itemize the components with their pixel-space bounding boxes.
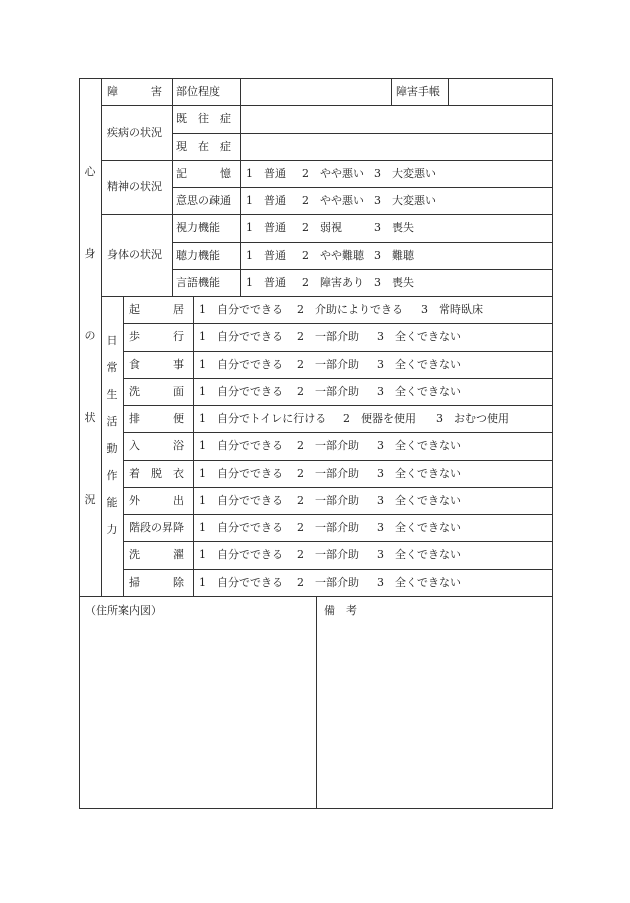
adl-row-3-option-1: 1 自分でできる	[199, 357, 283, 371]
mental-row-2-option-1: 1 普通	[246, 194, 286, 207]
side-heading-char: 況	[84, 493, 96, 506]
handbook-label: 障害手帳	[396, 85, 440, 98]
physical-row-3-label: 言語機能	[176, 275, 220, 289]
adl-row-6-label: 入 浴	[129, 439, 184, 453]
physical-group-label: 身体の状況	[107, 248, 162, 262]
adl-row-3-option-2: 2 一部介助	[297, 357, 359, 371]
adl-row-8-label: 外 出	[129, 493, 184, 507]
mental-row-2-option-3: 3 大変悪い	[374, 194, 436, 207]
adl-row-1-option-3: 3 常時臥床	[421, 303, 483, 316]
adl-row-6-option-3: 3 全くできない	[377, 439, 461, 453]
physical-row-2-option-3: 3 難聴	[374, 248, 414, 262]
adl-row-5-option-3: 3 おむつ使用	[436, 412, 509, 425]
adl-row-3-label: 食 事	[129, 357, 184, 371]
adl-row-7-option-3: 3 全くできない	[377, 466, 461, 480]
adl-row-10-option-1: 1 自分でできる	[199, 548, 283, 562]
adl-row-4-option-1: 1 自分でできる	[199, 384, 283, 398]
adl-heading-char: 作	[106, 469, 118, 482]
physical-row-2-option-1: 1 普通	[246, 248, 286, 262]
location-label: 部位程度	[176, 85, 220, 98]
side-heading-char: 心	[84, 165, 96, 178]
adl-row-9-label: 階段の昇降	[129, 521, 184, 534]
physical-row-3-option-1: 1 普通	[246, 275, 286, 289]
adl-heading-char: 日	[106, 334, 118, 347]
adl-heading-char: 動	[106, 442, 118, 455]
adl-heading-char: 力	[106, 523, 118, 536]
adl-row-8-option-2: 2 一部介助	[297, 493, 359, 507]
physical-row-3-option-3: 3 喪失	[374, 275, 414, 289]
adl-row-11-label: 掃 除	[129, 575, 184, 589]
illness-group-label: 疾病の状況	[107, 125, 162, 139]
adl-row-7-option-2: 2 一部介助	[297, 466, 359, 480]
physical-row-1-label: 視力機能	[176, 221, 220, 235]
physical-row-1-option-1: 1 普通	[246, 221, 286, 235]
physical-row-1-option-3: 3 喪失	[374, 221, 414, 235]
adl-row-5-option-1: 1 自分でトイレに行ける	[199, 412, 327, 425]
adl-row-5-label: 排 便	[129, 412, 184, 425]
location-value-cell	[240, 78, 392, 106]
adl-heading-char: 能	[106, 496, 118, 509]
handbook-value-cell	[448, 78, 553, 106]
physical-row-2-label: 聴力機能	[176, 248, 220, 262]
adl-row-8-option-1: 1 自分でできる	[199, 493, 283, 507]
address-map-label: （住所案内図）	[85, 604, 162, 617]
past-illness-value-cell	[240, 105, 553, 133]
mental-row-1-option-2: 2 やや悪い	[302, 166, 364, 180]
side-heading-char: 状	[84, 411, 96, 424]
mental-row-2-option-2: 2 やや悪い	[302, 194, 364, 207]
adl-row-1-option-1: 1 自分でできる	[199, 303, 283, 316]
adl-row-11-option-1: 1 自分でできる	[199, 575, 283, 589]
adl-row-1-option-2: 2 介助によりできる	[297, 303, 403, 316]
adl-row-7-option-1: 1 自分でできる	[199, 466, 283, 480]
physical-row-3-option-2: 2 障害あり	[302, 275, 364, 289]
mental-row-1-label: 記 憶	[176, 166, 231, 180]
adl-row-4-option-2: 2 一部介助	[297, 384, 359, 398]
adl-row-9-option-2: 2 一部介助	[297, 521, 359, 534]
adl-heading-char: 生	[106, 388, 118, 401]
adl-row-4-option-3: 3 全くできない	[377, 384, 461, 398]
remarks-label: 備 考	[324, 604, 357, 617]
mental-row-1-option-3: 3 大変悪い	[374, 166, 436, 180]
adl-row-6-option-1: 1 自分でできる	[199, 439, 283, 453]
adl-heading-char: 活	[106, 415, 118, 428]
adl-row-6-option-2: 2 一部介助	[297, 439, 359, 453]
adl-row-10-option-3: 3 全くできない	[377, 548, 461, 562]
adl-row-2-option-2: 2 一部介助	[297, 330, 359, 344]
adl-row-4-label: 洗 面	[129, 384, 184, 398]
adl-row-11-option-3: 3 全くできない	[377, 575, 461, 589]
adl-row-7-label: 着 脱 衣	[129, 466, 184, 480]
adl-row-10-option-2: 2 一部介助	[297, 548, 359, 562]
physical-row-2-option-2: 2 やや難聴	[302, 248, 364, 262]
disability-label: 障 害	[107, 85, 162, 98]
adl-row-2-option-3: 3 全くできない	[377, 330, 461, 344]
remarks-cell	[316, 596, 553, 809]
adl-row-11-option-2: 2 一部介助	[297, 575, 359, 589]
side-heading-char: 身	[84, 247, 96, 260]
mental-row-2-label: 意思の疎通	[176, 194, 231, 207]
mental-row-1-option-1: 1 普通	[246, 166, 286, 180]
adl-row-9-option-3: 3 全くできない	[377, 521, 461, 534]
adl-row-8-option-3: 3 全くできない	[377, 493, 461, 507]
address-map-cell	[79, 596, 317, 809]
past-illness-label: 既 往 症	[176, 112, 231, 126]
adl-row-10-label: 洗 濯	[129, 548, 184, 562]
present-illness-value-cell	[240, 133, 553, 161]
adl-heading-char: 常	[106, 361, 118, 374]
mental-group-label: 精神の状況	[107, 180, 162, 193]
adl-row-2-label: 歩 行	[129, 330, 184, 344]
adl-row-5-option-2: 2 便器を使用	[343, 412, 416, 425]
physical-row-1-option-2: 2 弱視	[302, 221, 342, 235]
adl-row-3-option-3: 3 全くできない	[377, 357, 461, 371]
side-heading-char: の	[84, 329, 96, 342]
adl-row-2-option-1: 1 自分でできる	[199, 330, 283, 344]
adl-row-9-option-1: 1 自分でできる	[199, 521, 283, 534]
present-illness-label: 現 在 症	[176, 139, 231, 153]
adl-row-1-label: 起 居	[129, 303, 184, 316]
